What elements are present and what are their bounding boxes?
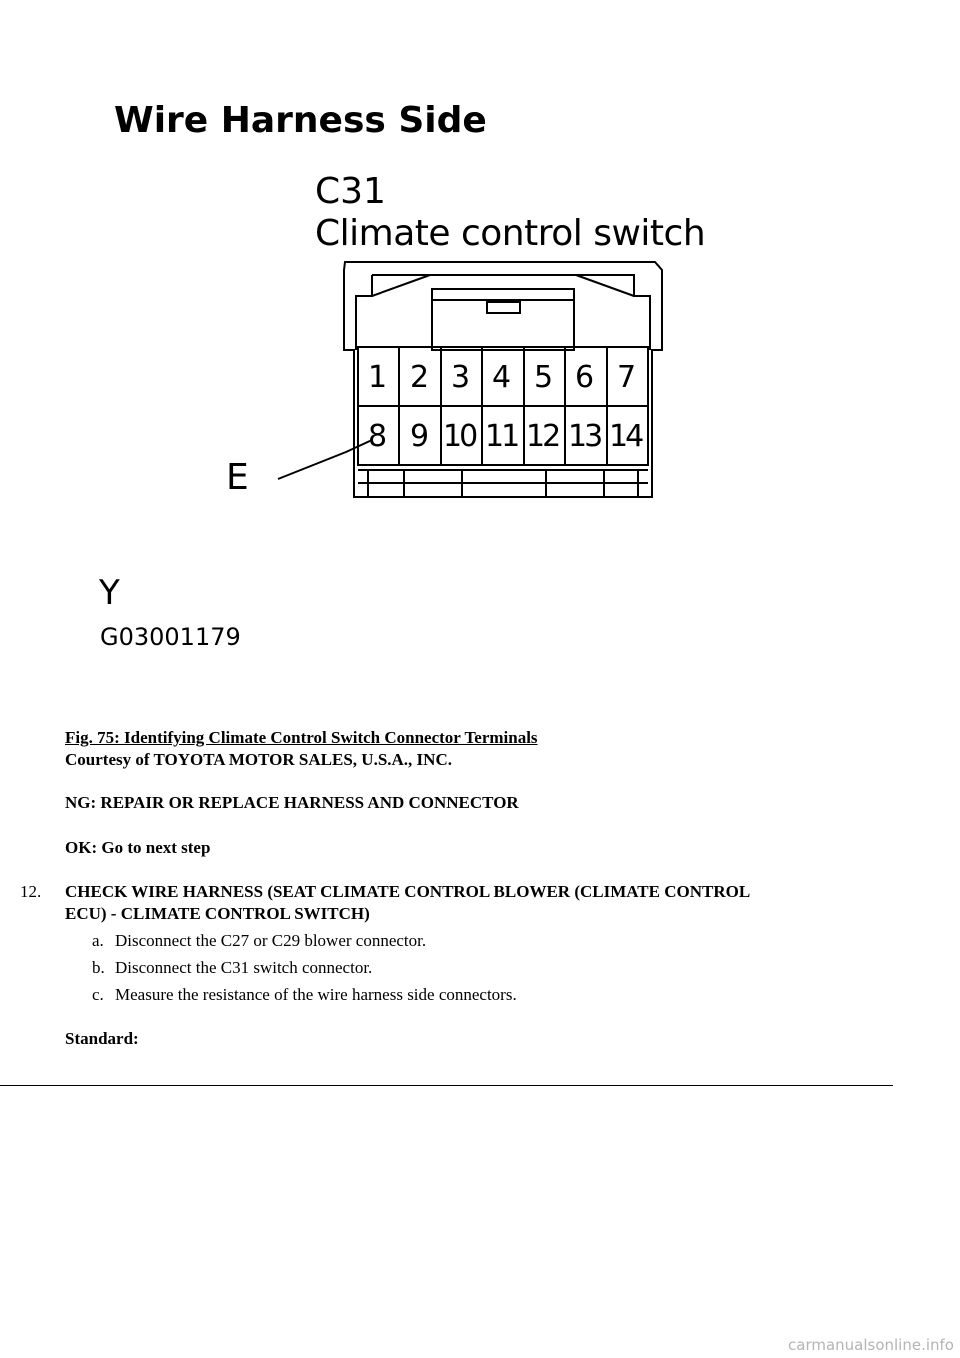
pin-label: 5: [534, 360, 554, 395]
standard-label: Standard:: [65, 1029, 139, 1048]
pin-label: 7: [617, 360, 637, 395]
connector-name: Climate control switch: [315, 213, 706, 254]
connector-latch: [432, 289, 574, 350]
figure-caption: Fig. 75: Identifying Climate Control Switch Connector Terminals: [65, 728, 538, 747]
connector-bottom-rail: [358, 470, 648, 497]
pin-label: 13: [568, 419, 601, 454]
ng-result: NG: REPAIR OR REPLACE HARNESS AND CONNECTOR: [65, 793, 519, 812]
courtesy-line: Courtesy of TOYOTA MOTOR SALES, U.S.A., INC.: [65, 750, 452, 769]
site-watermark: carmanualsonline.info: [788, 1336, 954, 1354]
connector-code: C31: [315, 171, 386, 212]
pin-label: 12: [526, 419, 559, 454]
substep-letter: a.: [92, 931, 104, 950]
figure-id: G03001179: [100, 623, 241, 651]
substep-text: Disconnect the C31 switch connector.: [115, 958, 373, 977]
pin-label: 9: [410, 419, 430, 454]
substep-letter: c.: [92, 985, 104, 1004]
pointer-label: E: [226, 457, 249, 498]
pin-label: 6: [575, 360, 595, 395]
step-title-line1: CHECK WIRE HARNESS (SEAT CLIMATE CONTROL BLOWER (CLIMATE CONTROL: [65, 882, 751, 901]
pin-label: 3: [451, 360, 471, 395]
step-number: 12.: [20, 882, 42, 901]
substep-text: Measure the resistance of the wire harness side connectors.: [115, 985, 517, 1004]
pin-label: 1: [368, 360, 388, 395]
pin-label: 4: [492, 360, 512, 395]
color-label: Y: [99, 573, 120, 613]
figure-heading: Wire Harness Side: [114, 100, 487, 141]
substep-letter: b.: [92, 958, 105, 977]
substep-text: Disconnect the C27 or C29 blower connector.: [115, 931, 427, 950]
pin-label: 11: [485, 419, 518, 454]
pin-label: 2: [410, 360, 430, 395]
step-title-line2: ECU) - CLIMATE CONTROL SWITCH): [65, 904, 370, 923]
horizontal-divider: [0, 1085, 893, 1086]
pin-label: 10: [443, 419, 476, 454]
pin-label: 14: [609, 419, 642, 454]
pin-label: 8: [368, 419, 388, 454]
ok-result: OK: Go to next step: [65, 838, 211, 857]
